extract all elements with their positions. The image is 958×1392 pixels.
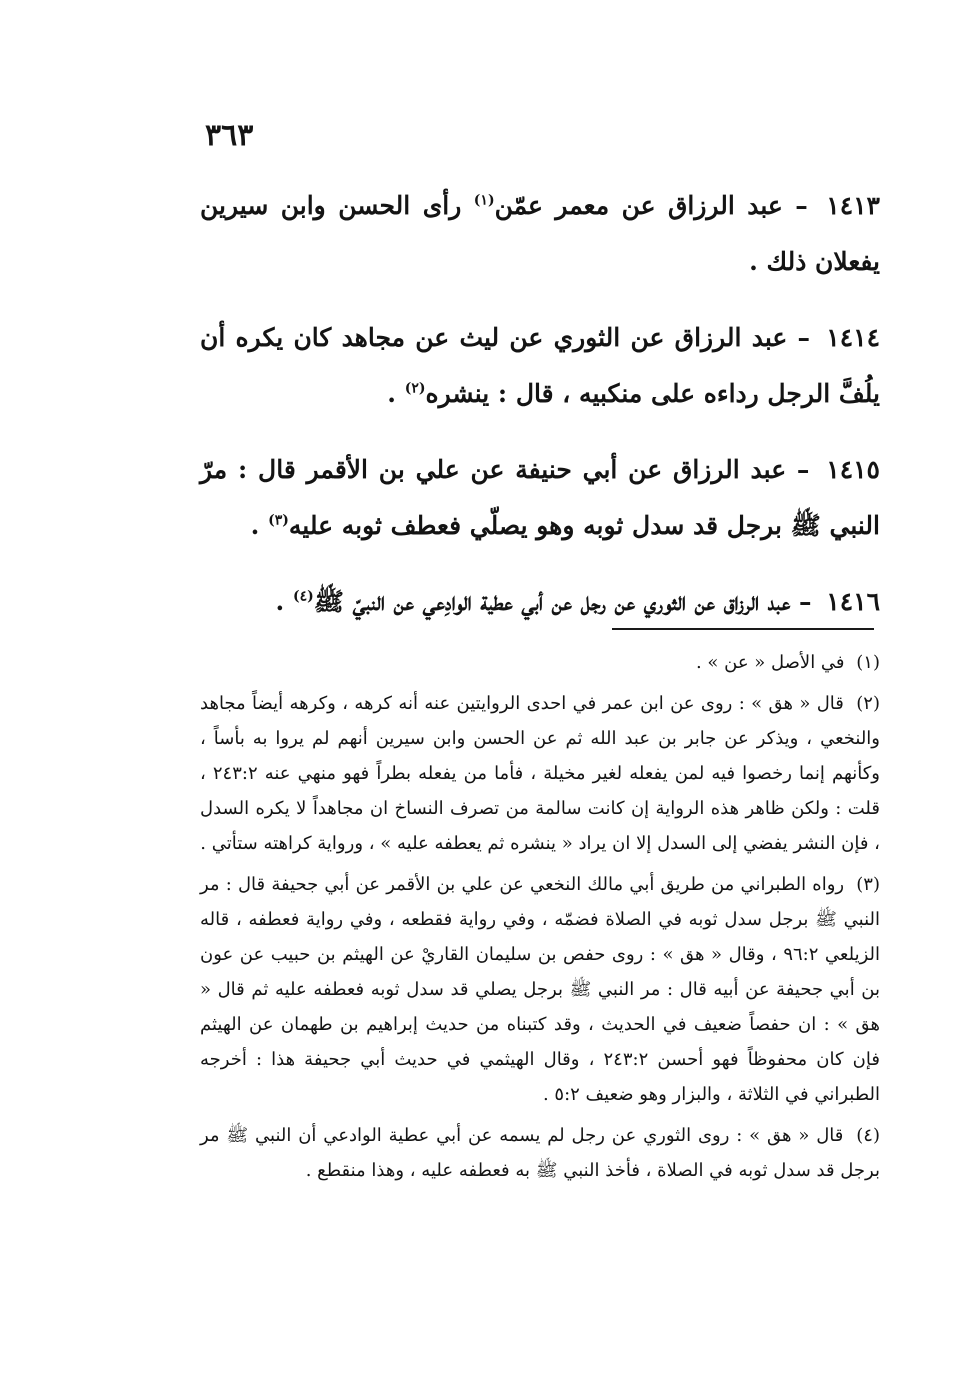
footnote-number: (١) [856,652,880,673]
hadith-text-continued: . [387,379,397,408]
footnote-number: (٤) [856,1125,880,1146]
footnote-ref: (١) [473,192,495,209]
hadith-text-continued: . [250,511,260,540]
footnote-text: في الأصل « عن » . [695,652,845,673]
footnote-ref: (٢) [404,380,426,397]
footnotes [200,645,880,1194]
footnote-3 [200,867,880,1112]
hadith-text: – عبد الرزاق عن الثوري عن ليث عن مجاهد كان يكره أن يلُفَّ الرجل رداءه على منكبيه ، قال : ينشره [200,323,880,408]
hadith-1415 [200,442,880,554]
hadith-1413 [200,178,880,290]
page-number: ٣٦٣ [205,118,254,153]
footnote-2 [200,686,880,861]
hadith-text: – عبد الرزاق عن الثوري عن رجل عن أبي عطية الوادِعي عن النبيّ ﷺ [313,587,812,616]
footnote-ref: (٤) [292,588,314,605]
footnote-1 [200,645,880,680]
hadith-text-continued: . [275,587,285,616]
footnote-text: قال « هق » : روى الثوري عن رجل لم يسمه عن أبي عطية الوادعي أن النبي ﷺ مر برجل قد سدل ثوبه في الصلاة ، فأخذ النبي ﷺ به فعطفه عليه ، وهذا منقطع . [200,1125,880,1181]
hadith-text: – عبد الرزاق عن معمر عمّن [494,191,808,220]
main-text [200,178,880,650]
hadith-number: ١٤١٣ [826,191,880,220]
hadith-1416 [200,574,880,630]
hadith-text: – عبد الرزاق عن أبي حنيفة عن علي بن الأقمر قال : مرّ النبي ﷺ برجل قد سدل ثوبه وهو يصلّي فعطف ثوبه عليه [200,455,880,540]
hadith-number: ١٤١٦ [826,587,880,616]
footnote-number: (٢) [856,693,880,714]
hadith-text-continued: رأى الحسن وابن سيرين يفعلان ذلك . [200,191,880,276]
footnote-divider [612,628,874,630]
hadith-number: ١٤١٥ [826,455,880,484]
footnote-4 [200,1118,880,1188]
footnote-text: قال « هق » : روى عن ابن عمر في احدى الروايتين عنه أنه كرهه ، وكرهه أيضاً مجاهد والنخعي ، ويذكر عن جابر بن عبد الله ثم عن الحسن وابن سيرين أنهم لم يروا به بأساً ، وكأنهم إنما رخصوا فيه لمن يفعله لغير مخيلة ، فأما من يفعله بطراً فهو منهي عنه ٢٤٣:٢ ، قلت : ولكن ظاهر هذه الرواية إن كانت سالمة من تصرف النساخ ان مجاهداً لا يكره السدل ، فإن النشر يفضي إلى السدل إلا ان يراد « ينشره ثم يعطفه عليه » ، ورواية كراهته ستأتي . [200,693,880,854]
footnote-number: (٣) [856,874,880,895]
footnote-text: رواه الطبراني من طريق أبي مالك النخعي عن علي بن الأقمر عن أبي جحيفة قال : مر النبي ﷺ برجل سدل ثوبه في الصلاة فضمّه ، وفي رواية فقطعه ، وفي رواية فعطفه ، قاله الزيلعي ٩٦:٢ ، وقال « هق » : روى حفص بن سليمان القاريْ عن الهيثم بن حبيب عن عون بن أبي جحيفة عن أبيه قال : مر النبي ﷺ برجل يصلي قد سدل ثوبه فعطفه عليه ثم قال « هق » : ان حفصاً ضعيف في الحديث ، وقد كتبناه من حديث إبراهيم بن طهمان عن الهيثم فإن كان محفوظاً فهو أحسن ٢٤٣:٢ ، وقال الهيثمي في حديث أبي جحيفة هذا : أخرجه الطبراني في الثلاثة ، والبزار وهو ضعيف ٥:٢ . [200,874,880,1105]
footnote-ref: (٣) [268,512,289,529]
hadith-1414 [200,310,880,422]
hadith-number: ١٤١٤ [826,323,880,352]
